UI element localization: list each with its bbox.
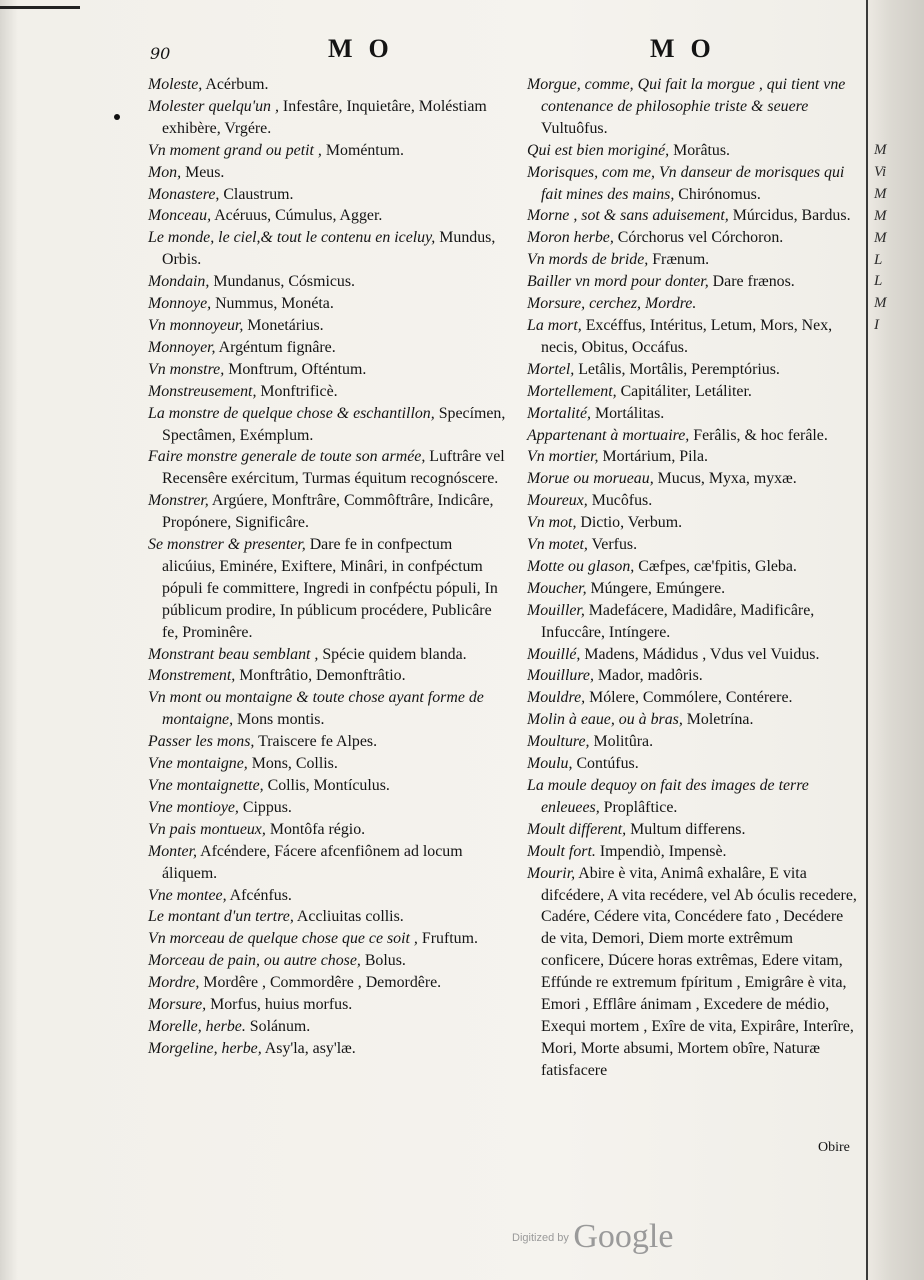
latin-equivalent: Luftrâre vel Recensêre exércitum, Turmas équitum recognóscere. (162, 448, 505, 488)
french-headword: Moleste, (148, 76, 203, 93)
dictionary-entry (527, 315, 857, 359)
latin-equivalent: Collis, Montículus. (263, 777, 390, 794)
dictionary-entry (148, 906, 508, 928)
google-logo-text: Google (573, 1218, 674, 1255)
dictionary-entry (148, 797, 508, 819)
latin-equivalent: Contúfus. (572, 755, 639, 773)
french-headword: Morceau de pain, ou autre chose, (148, 952, 361, 970)
dictionary-entry (527, 709, 857, 731)
latin-equivalent: Mundus, Orbis. (162, 229, 496, 269)
french-headword: Monnoyer, (148, 338, 216, 356)
latin-equivalent: Mucus, Myxa, myxæ. (653, 470, 797, 488)
dictionary-entry (148, 950, 508, 972)
french-headword: Vn monstre, (148, 360, 225, 378)
facing-page-letter: L (874, 273, 883, 290)
facing-page-letter: M (874, 185, 887, 202)
facing-page-letter: M (874, 207, 887, 224)
french-headword: Moult fort. (527, 842, 596, 860)
dictionary-entry (148, 841, 508, 885)
french-headword: Morue ou morueau, (527, 470, 654, 488)
french-headword: Se monstrer & presenter, (148, 536, 306, 554)
dictionary-entry (148, 644, 508, 666)
dictionary-entry (148, 74, 508, 96)
latin-equivalent: Mortálitas. (591, 404, 665, 422)
dictionary-entry (527, 490, 857, 512)
french-headword: Vn mords de bride, (527, 251, 649, 269)
dictionary-entry (527, 665, 857, 687)
latin-equivalent: Cæfpes, cæ'fpitis, Gleba. (634, 557, 797, 575)
dictionary-entry (527, 534, 857, 556)
french-headword: Passer les mons, (148, 733, 255, 751)
french-headword: Le monde, le ciel,& tout le contenu en iceluy, (148, 229, 436, 247)
dictionary-entry (148, 381, 508, 403)
facing-page-letter: L (874, 251, 883, 268)
french-headword: Monter, (148, 842, 197, 860)
latin-equivalent: Solánum. (245, 1017, 311, 1035)
latin-equivalent: Letâlis, Mortâlis, Peremptórius. (574, 360, 780, 378)
french-headword: Morne , sot & sans aduisement, (527, 207, 729, 225)
dictionary-entry (148, 140, 508, 162)
dictionary-entry (527, 205, 857, 227)
latin-equivalent: Mordêre , Commordêre , Demordêre. (199, 974, 442, 992)
ink-dot (114, 114, 120, 120)
french-headword: Mondain, (148, 273, 210, 291)
french-headword: Vn monnoyeur, (148, 316, 244, 334)
facing-page-edge (866, 0, 924, 1280)
french-headword: Monastere, (148, 185, 220, 203)
french-headword: Vn mortier, (527, 448, 599, 466)
french-headword: Monnoye, (148, 295, 212, 313)
latin-equivalent: Asy'la, asy'læ. (261, 1039, 356, 1057)
latin-equivalent: Ferâlis, & hoc ferâle. (689, 426, 828, 444)
french-headword: Vne montaignette, (148, 777, 264, 794)
french-headword: Mordre, (148, 974, 200, 992)
dictionary-entry (148, 96, 508, 140)
dictionary-entry (527, 863, 857, 1082)
latin-equivalent: Mador, madôris. (593, 667, 703, 685)
facing-page-letter: I (874, 317, 879, 334)
dictionary-entry (148, 184, 508, 206)
latin-equivalent: Dictio, Verbum. (576, 514, 683, 532)
latin-equivalent: Mucôfus. (587, 492, 653, 510)
dictionary-entry (527, 249, 857, 271)
dictionary-entry (148, 775, 508, 797)
french-headword: Mortalité, (527, 404, 591, 422)
latin-equivalent: Mólere, Commólere, Contérere. (585, 689, 793, 707)
dictionary-entry (527, 775, 857, 819)
dictionary-entry (527, 359, 857, 381)
french-headword: Moron herbe, (527, 229, 614, 247)
dictionary-entry (148, 315, 508, 337)
dictionary-entry (527, 512, 857, 534)
french-headword: Bailler vn mord pour donter, (527, 273, 709, 291)
latin-equivalent: Mortárium, Pila. (598, 448, 708, 466)
running-header-left: MO (328, 34, 405, 63)
latin-equivalent: Chirónomus. (674, 185, 761, 203)
dictionary-entry (527, 446, 857, 468)
latin-equivalent: Monftrâtio, Demonftrâtio. (235, 667, 406, 685)
french-headword: Mon, (148, 163, 182, 181)
dictionary-entry (148, 928, 508, 950)
dictionary-entry (148, 1038, 508, 1060)
french-headword: Vne montee, (148, 886, 227, 904)
dictionary-entry (148, 819, 508, 841)
latin-equivalent: Argéntum fignâre. (215, 338, 336, 356)
latin-equivalent: Infestâre, Inquietâre, Moléstiam exhibère, Vrgére. (162, 97, 487, 137)
french-headword: Vn pais montueux, (148, 820, 266, 838)
french-headword: Morelle, herbe. (148, 1017, 246, 1035)
latin-equivalent: Monetárius. (243, 316, 324, 334)
dictionary-entry (527, 578, 857, 600)
latin-equivalent: Spécie quidem blanda. (318, 645, 467, 663)
dictionary-entry (148, 227, 508, 271)
dictionary-entry (148, 753, 508, 775)
french-headword: Moureux, (527, 492, 588, 510)
latin-equivalent: Impendiò, Impensè. (595, 842, 727, 860)
latin-equivalent: Meus. (181, 163, 225, 181)
latin-equivalent: Madefácere, Madidâre, Madificâre, Infuccâre, Intíngere. (541, 601, 815, 641)
french-headword: Faire monstre generale de toute son armée, (148, 448, 426, 466)
latin-equivalent: Nummus, Monéta. (211, 295, 334, 313)
french-headword: Mouiller, (527, 601, 585, 619)
french-headword: La moule dequoy on fait des images de terre enleuees, (527, 777, 809, 816)
latin-equivalent: Acérbum. (202, 76, 269, 93)
french-headword: Mouldre, (527, 689, 586, 707)
watermark-prefix: Digitized by (512, 1232, 569, 1244)
french-headword: Moucher, (527, 579, 587, 597)
latin-equivalent: Molitûra. (589, 733, 654, 751)
latin-equivalent: Múrcidus, Bardus. (728, 207, 851, 225)
dictionary-entry (527, 753, 857, 775)
french-headword: Morisques, com me, Vn danseur de morisques qui fait mines des mains, (527, 163, 845, 203)
french-headword: Monstrant beau semblant , (148, 645, 319, 663)
latin-equivalent: Abire è vita, Animâ exhalâre, E vita difcédere, A vita recédere, vel Ab óculis recedere, Cadére, Cédere vita, Concédere fato , Decédere de vita, Demori, Diem morte extrêmum conficere, Dúcere horas extrêmas, Edere vitam, Effúnde re extremum fpíritum , Emigrâre è vita, Emori , Efflâre ánimam , Excedere de médio, Exequi mortem , Exîre de vita, Expirâre, Interîre, Mori, Morte absumi, Mortem obîre, Naturæ fatisfacere (541, 864, 857, 1079)
dictionary-entry (148, 271, 508, 293)
catchword: Obire (818, 1140, 850, 1155)
latin-equivalent: Specímen, Spectâmen, Exémplum. (162, 404, 506, 444)
dictionary-entry (148, 337, 508, 359)
latin-equivalent: Acéruus, Cúmulus, Agger. (211, 207, 383, 225)
french-headword: Moulu, (527, 755, 573, 773)
dictionary-entry (148, 885, 508, 907)
latin-equivalent: Dare frænos. (708, 273, 795, 291)
dictionary-entry (527, 644, 857, 666)
latin-equivalent: Córchorus vel Córchoron. (613, 229, 784, 247)
dictionary-entry (527, 227, 857, 249)
latin-equivalent: Mundanus, Cósmicus. (209, 273, 356, 291)
latin-equivalent: Argúere, Monftrâre, Commôftrâre, Indicâre, Propónere, Significâre. (162, 492, 494, 532)
facing-page-letter: M (874, 229, 887, 246)
dictionary-entry (148, 731, 508, 753)
french-headword: Moulture, (527, 733, 590, 751)
french-headword: Vn mot, (527, 514, 577, 532)
french-headword: Moult different, (527, 820, 627, 838)
french-headword: Vn mont ou montaigne & toute chose ayant forme de montaigne, (148, 689, 484, 729)
dictionary-entry (527, 687, 857, 709)
dictionary-entry (527, 271, 857, 293)
latin-equivalent: Dare fe in confpectum alicúius, Eminére, Exiftere, Minâri, in confpéctum pópuli fe committere, Ingredi in confpéctu pópuli, In públicum prodire, In públicum procédere, Publicâre fe, Prominêre. (162, 536, 498, 641)
dictionary-entry (148, 490, 508, 534)
latin-equivalent: Moletrína. (682, 711, 754, 729)
latin-equivalent: Verfus. (587, 536, 638, 554)
french-headword: La mort, (527, 316, 582, 334)
french-headword: Le montant d'un tertre, (148, 908, 294, 926)
dictionary-entry (148, 534, 508, 644)
latin-equivalent: Traiscere fe Alpes. (254, 733, 378, 751)
facing-page-letter: Vi (874, 163, 887, 180)
dictionary-entry (527, 600, 857, 644)
dictionary-entry (527, 556, 857, 578)
dictionary-entry (527, 403, 857, 425)
dictionary-entry (148, 687, 508, 731)
latin-equivalent: Cippus. (238, 798, 292, 816)
french-headword: Vn motet, (527, 536, 588, 554)
latin-equivalent: Excéffus, Intéritus, Letum, Mors, Nex, necis, Obitus, Occáfus. (541, 316, 833, 356)
dictionary-entry (527, 468, 857, 490)
latin-equivalent: Montôfa régio. (265, 820, 366, 838)
latin-equivalent: Monftrum, Ofténtum. (224, 360, 367, 378)
french-headword: Mourir, (527, 864, 576, 882)
latin-equivalent: Multum differens. (626, 820, 746, 838)
dictionary-entry (148, 446, 508, 490)
latin-equivalent: Mons, Collis. (247, 755, 338, 773)
dictionary-entry (527, 381, 857, 403)
french-headword: Morsure, cerchez, Mordre. (527, 295, 697, 313)
running-header-right: MO (650, 34, 727, 63)
dictionary-entry (148, 162, 508, 184)
dictionary-entry (527, 293, 857, 315)
french-headword: Morsure, (148, 996, 207, 1014)
french-headword: Motte ou glason, (527, 557, 635, 575)
page-number: 90 (150, 44, 171, 63)
dictionary-entry (527, 140, 857, 162)
french-headword: Vn moment grand ou petit , (148, 141, 322, 159)
dictionary-entry (148, 994, 508, 1016)
facing-page-letter: M (874, 142, 887, 158)
latin-equivalent: Vultuôfus. (541, 119, 608, 137)
latin-equivalent: Madens, Mádidus , Vdus vel Vuidus. (580, 645, 820, 663)
latin-equivalent: Claustrum. (219, 185, 294, 203)
latin-equivalent: Afcénfus. (226, 886, 292, 904)
dictionary-entry (148, 403, 508, 447)
latin-equivalent: Afcéndere, Fácere afcenfiônem ad locum áliquem. (162, 842, 463, 882)
facing-page-letters (874, 140, 887, 337)
french-headword: Morgue, comme, Qui fait la morgue , qui tient vne contenance de philosophie triste & seuere (527, 76, 846, 115)
dictionary-entry (148, 972, 508, 994)
french-headword: Mortellement, (527, 382, 617, 400)
top-rule (0, 6, 80, 9)
latin-equivalent: Proplâftice. (599, 798, 678, 816)
digitized-watermark (512, 1218, 673, 1256)
french-headword: Monstrer, (148, 492, 209, 510)
french-headword: Molin à eaue, ou à bras, (527, 711, 683, 729)
latin-equivalent: Múngere, Emúngere. (586, 579, 726, 597)
french-headword: Mortel, (527, 360, 575, 378)
dictionary-entry (148, 205, 508, 227)
french-headword: Monceau, (148, 207, 212, 225)
french-headword: Mouillure, (527, 667, 594, 685)
french-headword: Vn morceau de quelque chose que ce soit , (148, 930, 418, 948)
french-headword: Mouillé, (527, 645, 581, 663)
dictionary-entry (148, 1016, 508, 1038)
latin-equivalent: Morfus, huius morfus. (206, 996, 353, 1014)
latin-equivalent: Moméntum. (321, 141, 405, 159)
latin-equivalent: Mons montis. (233, 711, 325, 729)
french-headword: Monstrement, (148, 667, 236, 685)
right-column (527, 74, 857, 1082)
dictionary-entry (527, 731, 857, 753)
latin-equivalent: Accliuitas collis. (293, 908, 404, 926)
left-column (148, 74, 508, 1060)
dictionary-entry (527, 74, 857, 140)
dictionary-entry (148, 293, 508, 315)
dictionary-entry (148, 665, 508, 687)
dictionary-entry (527, 162, 857, 206)
french-headword: Monstreusement, (148, 382, 257, 400)
dictionary-entry (148, 359, 508, 381)
french-headword: Molester quelqu'un , (148, 97, 279, 115)
latin-equivalent: Bolus. (360, 952, 406, 970)
latin-equivalent: Morâtus. (669, 141, 731, 159)
facing-page-letter: M (874, 295, 887, 312)
french-headword: Appartenant à mortuaire, (527, 426, 690, 444)
dictionary-entry (527, 819, 857, 841)
dictionary-entry (527, 841, 857, 863)
french-headword: La monstre de quelque chose & eschantillon, (148, 404, 435, 422)
latin-equivalent: Frænum. (648, 251, 710, 269)
latin-equivalent: Fruftum. (417, 930, 478, 948)
french-headword: Morgeline, herbe, (148, 1039, 262, 1057)
dictionary-entry (527, 425, 857, 447)
latin-equivalent: Capitáliter, Letáliter. (616, 382, 752, 400)
french-headword: Vne montaigne, (148, 755, 248, 773)
french-headword: Vne montioye, (148, 798, 239, 816)
latin-equivalent: Monftrificè. (256, 382, 338, 400)
french-headword: Qui est bien moriginé, (527, 141, 670, 159)
